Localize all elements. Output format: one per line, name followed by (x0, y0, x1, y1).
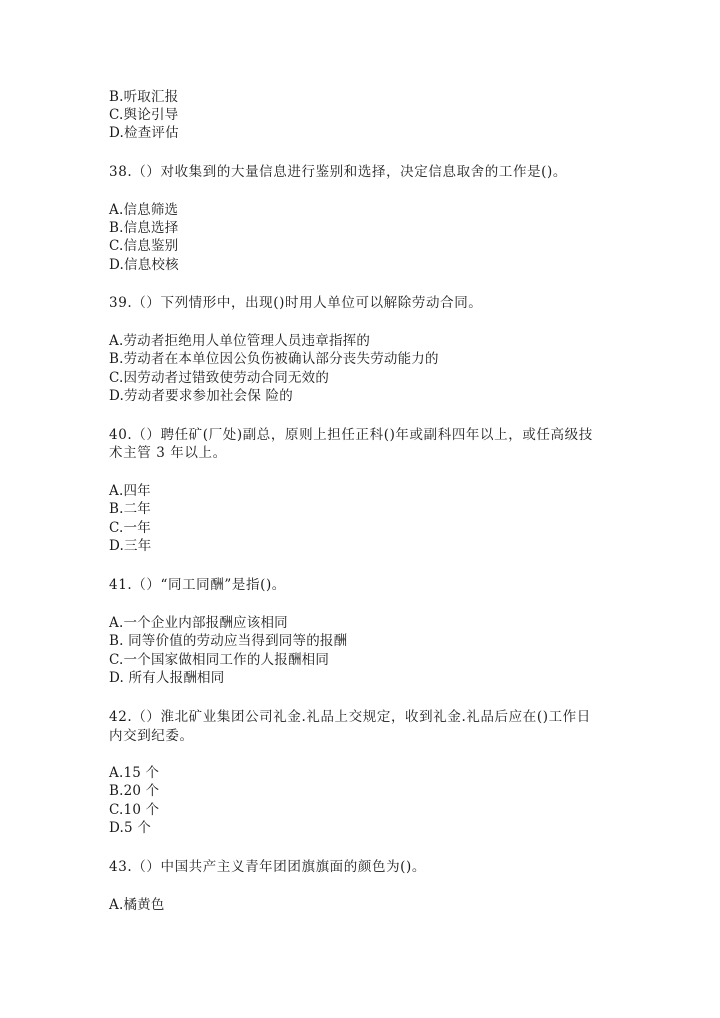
option-line: D.信息校核 (109, 257, 179, 273)
question-42-continued: 内交到纪委。 (109, 728, 194, 744)
option-line: B.信息选择 (109, 220, 179, 236)
option-line: A.15 个 (109, 765, 160, 781)
option-line: A.四年 (109, 483, 151, 499)
question-40-continued: 术主管 3 年以上。 (109, 445, 227, 461)
option-line: B.听取汇报 (109, 89, 179, 105)
question-41: 41.（）“同工同酬”是指()。 (109, 577, 286, 593)
option-line: B.二年 (109, 501, 152, 517)
option-line: B. 同等价值的劳动应当得到同等的报酬 (109, 633, 348, 649)
option-line: C.10 个 (109, 802, 160, 818)
option-line: A.橘黄色 (109, 897, 165, 913)
option-line: B.劳动者在本单位因公负伤被确认部分丧失劳动能力的 (109, 351, 439, 367)
option-line: D.检查评估 (109, 125, 179, 141)
question-40: 40.（）聘任矿(厂处)副总，原则上担任正科()年或副科四年以上，或任高级技 (109, 427, 593, 443)
option-line: B.20 个 (109, 783, 160, 799)
option-line: D. 所有人报酬相同 (109, 670, 225, 686)
option-line: A.一个企业内部报酬应该相同 (109, 615, 288, 631)
option-line: C.一个国家做相同工作的人报酬相同 (109, 652, 330, 668)
option-line: C.因劳动者过错致使劳动合同无效的 (109, 370, 330, 386)
option-line: A.劳动者拒绝用人单位管理人员违章指挥的 (109, 333, 371, 349)
option-line: A.信息筛选 (109, 202, 179, 218)
question-38: 38.（）对收集到的大量信息进行鉴别和选择，决定信息取舍的工作是()。 (109, 164, 568, 180)
option-line: D.三年 (109, 538, 152, 554)
option-line: D.5 个 (109, 820, 152, 836)
option-line: D.劳动者要求参加社会保 险的 (109, 388, 293, 404)
option-line: C.信息鉴别 (109, 238, 179, 254)
option-line: C.一年 (109, 520, 151, 536)
question-43: 43.（）中国共产主义青年团团旗旗面的颜色为()。 (109, 859, 427, 875)
option-line: C.舆论引导 (109, 107, 179, 123)
question-39: 39.（）下列情形中，出现()时用人单位可以解除劳动合同。 (109, 295, 483, 311)
question-42: 42.（）淮北矿业集团公司礼金.礼品上交规定，收到礼金.礼品后应在()工作日 (109, 709, 591, 725)
